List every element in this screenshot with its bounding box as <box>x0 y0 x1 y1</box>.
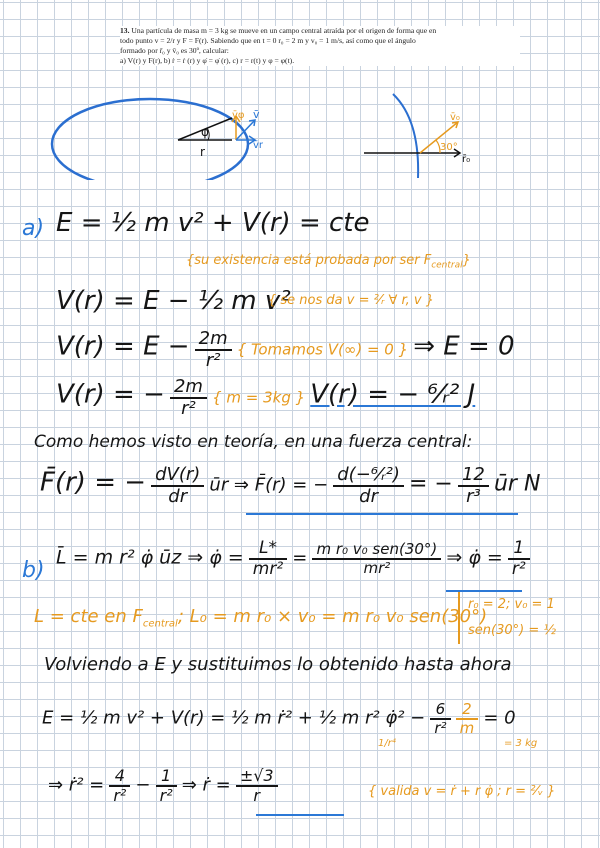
validation-note: { valida v = ṙ + r φ̇ ; r = ²⁄ᵥ } <box>368 784 556 799</box>
momentum-conservation: L = cte en $F_{central}$; L₀ = m r₀ × v₀ = m r₀ v₀ sen(30°) <box>34 606 488 630</box>
diagram-orbit <box>0 80 600 180</box>
force-equation: F̄(r) = − $\frac{dV(r)}{dr}$ ūr ⇒ F̄(r) = − $\frac{\text{d(−⁶⁄ᵣ²)}}{dr}$ = − $\frac{12}{\text{r³}}$ ūr N <box>40 464 541 507</box>
problem-line-2: todo punto v = 2/r y F = F(r). Sabiendo que en t = 0 r₀ = 2 m y v₀ = 1 m/s, así como que el ángulo <box>120 36 416 45</box>
force-result-underline <box>246 513 518 515</box>
energy-substitution: E = ½ m v² + V(r) = ½ m ṙ² + ½ m r² φ̇² − $\frac{6}{\text{r²}}$ $\frac{2}{m}$ = 0 <box>42 700 516 737</box>
part-a-label: a) <box>22 216 45 241</box>
problem-line-1: Una partícula de masa m = 3 kg se mueve en un campo central atraída por el origen de forma que en <box>131 26 437 35</box>
r-label: r <box>200 145 205 159</box>
potential-equation-3: V(r) = − $\frac{2m}{\text{r²}}$ { m = 3kg } V(r) = − ⁶⁄ᵣ² J <box>56 376 476 419</box>
mass-note: = 3 kg <box>504 738 538 749</box>
part-b-label: b) <box>22 558 45 583</box>
phi-dot-note: 1/r⁴ <box>378 738 396 749</box>
v-r-label: v̄r <box>253 140 264 151</box>
problem-line-3: formado por r̄₀ y v̄₀ es 30º, calcular: <box>120 46 229 55</box>
potential-equation-2: V(r) = E − $\frac{2m}{\text{r²}}$ { Tomamos V(∞) = 0 } ⇒ E = 0 <box>56 328 515 371</box>
angular-momentum-equation: L̄ = m r² φ̇ ūz ⇒ φ̇ = $\frac{L*}{\text{mr²}}$ = $\frac{\text{m r₀ v₀ sen(30°)}}{\text{mr²}}$ ⇒ φ̇ = $\frac{1}{\text{r²}}$ <box>56 540 530 578</box>
r0-label: r̄₀ <box>462 154 471 165</box>
problem-number: 13. <box>120 26 130 35</box>
v0-label: v̄₀ <box>450 112 460 123</box>
r-dot-underline <box>256 814 344 816</box>
phi-label: φ <box>201 125 209 139</box>
potential-equation-1: V(r) = E − ½ m v² <box>56 286 291 316</box>
radial-velocity-equation: ⇒ ṙ² = $\frac{4}{\text{r²}}$ − $\frac{1}{\text{r²}}$ ⇒ ṙ = $\frac{\pm√3}{r}$ <box>48 768 278 804</box>
initial-values-brace: r₀ = 2; v₀ = 1 sen(30°) = ½ <box>458 592 556 644</box>
problem-line-4: a) V(r) y F(r), b) ṙ = ṙ (r) y φ̇ = φ̇ (r), c) r = r(t) y φ = φ(t). <box>120 56 295 65</box>
given-velocity-note: { se nos da v = ²⁄ᵣ ∀ r, v } <box>268 293 435 308</box>
problem-statement <box>120 26 520 66</box>
central-force-text: Como hemos visto en teoría, en una fuerza central: <box>34 432 473 452</box>
v-label: v̄ <box>253 108 260 121</box>
energy-equation: E = ½ m v² + V(r) = cte <box>56 208 370 238</box>
v-phi-label: v̄φ <box>232 110 245 121</box>
angle-label: 30° <box>440 142 458 153</box>
trajectory-arc <box>393 94 418 178</box>
substitution-text: Volviendo a E y sustituimos lo obtenido hasta ahora <box>44 654 512 675</box>
existence-note: {su existencia está probada por ser $F_{central}$} <box>186 253 471 271</box>
